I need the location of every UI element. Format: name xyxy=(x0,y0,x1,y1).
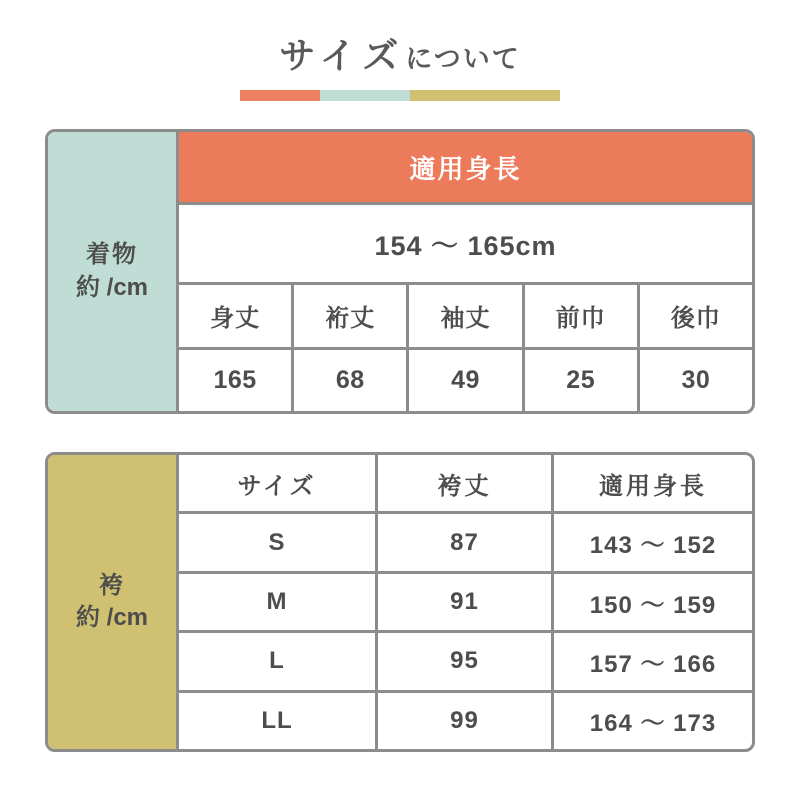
kimono-header-applicable-height: 適用身長 xyxy=(179,132,752,202)
hakama-header-length: 袴丈 xyxy=(375,455,551,511)
underline-segment-mint xyxy=(320,90,410,101)
page-title-area xyxy=(0,0,800,101)
hakama-size-table xyxy=(45,452,755,752)
page-title xyxy=(0,35,800,76)
hakama-row-label xyxy=(48,455,176,749)
hakama-cell-size: LL xyxy=(261,706,293,734)
kimono-height-range-value: 154 ～ 165cm xyxy=(179,202,752,282)
kimono-column-label: 前巾 xyxy=(555,305,606,333)
kimono-row-label-line1: 着物 xyxy=(86,241,138,269)
kimono-column xyxy=(522,285,637,411)
kimono-column xyxy=(179,285,291,411)
hakama-table-header-row xyxy=(179,455,752,511)
kimono-column-label: 後巾 xyxy=(670,305,721,333)
hakama-header-height: 適用身長 xyxy=(551,455,752,511)
hakama-cell-length: 87 xyxy=(375,514,551,570)
kimono-row-label-line2: 約 /cm xyxy=(75,273,149,301)
hakama-cell-size: S xyxy=(268,528,286,556)
underline-segment-orange xyxy=(240,90,320,101)
kimono-column-value: 49 xyxy=(409,347,521,412)
kimono-row-label xyxy=(48,132,176,411)
hakama-cell-length: 99 xyxy=(375,693,551,749)
title-underline xyxy=(240,90,560,101)
table-row xyxy=(179,511,752,570)
page-title-sub: について xyxy=(405,44,521,74)
hakama-cell-height: 157 ～ 166 xyxy=(551,633,752,689)
kimono-column-label: 身丈 xyxy=(210,305,261,333)
hakama-cell-height: 164 ～ 173 xyxy=(551,693,752,749)
table-row xyxy=(179,690,752,749)
hakama-cell-length: 91 xyxy=(375,574,551,630)
kimono-column-value: 25 xyxy=(525,347,637,412)
hakama-cell-size: M xyxy=(266,588,288,616)
hakama-header-size: サイズ xyxy=(237,472,317,500)
kimono-column xyxy=(406,285,521,411)
hakama-row-label-line1: 袴 xyxy=(99,571,125,599)
kimono-column-label: 袖丈 xyxy=(440,305,491,333)
table-row xyxy=(179,571,752,630)
kimono-size-table xyxy=(45,129,755,414)
kimono-column xyxy=(291,285,406,411)
kimono-column-label: 裄丈 xyxy=(325,305,376,333)
kimono-column xyxy=(637,285,752,411)
kimono-column-value: 165 xyxy=(179,347,291,412)
kimono-column-value: 30 xyxy=(640,347,752,412)
page-title-main: サイズ xyxy=(279,35,406,76)
hakama-cell-height: 150 ～ 159 xyxy=(551,574,752,630)
table-row xyxy=(179,630,752,689)
kimono-table-body xyxy=(176,132,752,411)
hakama-row-label-line2: 約 /cm xyxy=(75,604,149,631)
hakama-cell-length: 95 xyxy=(375,633,551,689)
hakama-cell-size: L xyxy=(269,647,285,675)
underline-segment-gold xyxy=(410,90,560,101)
hakama-table-body xyxy=(176,455,752,749)
kimono-measurement-columns xyxy=(179,282,752,411)
kimono-column-value: 68 xyxy=(294,347,406,412)
hakama-cell-height: 143 ～ 152 xyxy=(551,514,752,570)
